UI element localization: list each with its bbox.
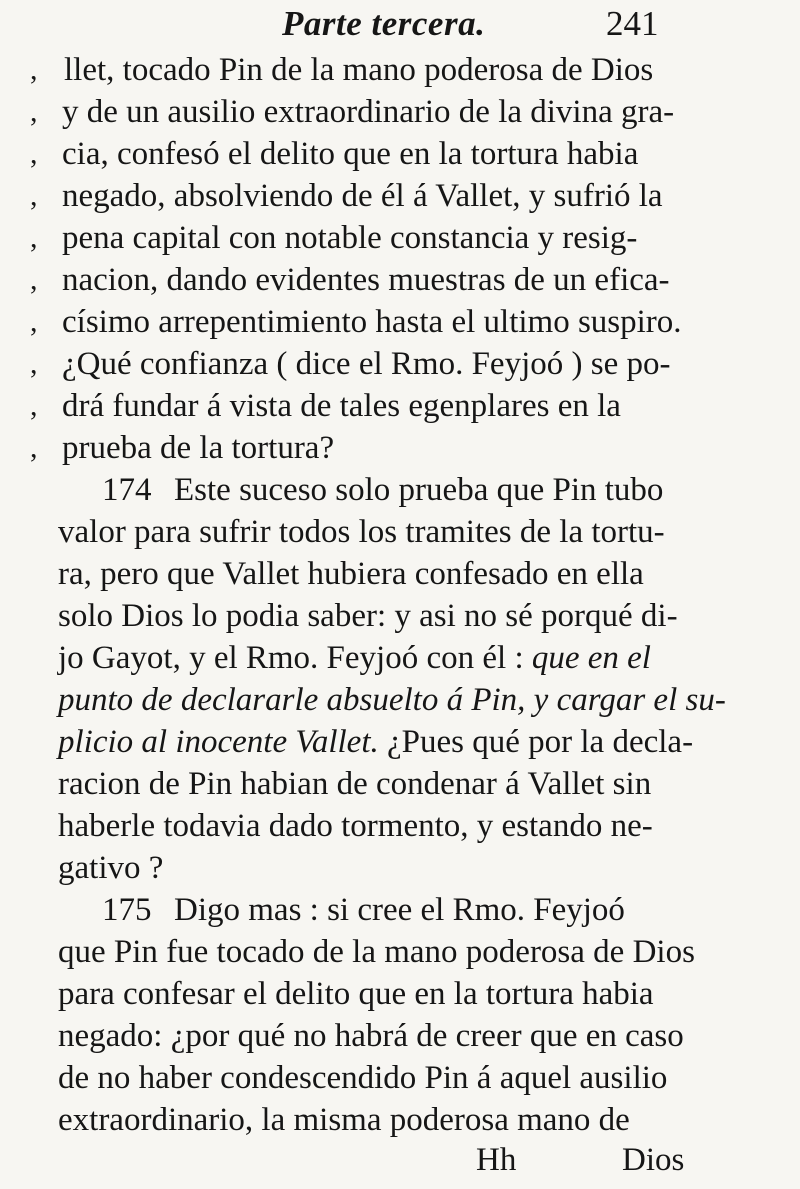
page-footer [0, 1140, 800, 1180]
italic-text: plicio al inocente Vallet. [58, 724, 379, 760]
quote-mark: , [30, 221, 38, 254]
text-line: racion de Pin habian de condenar á Vallet sin [58, 766, 652, 802]
text-line: de no haber condescendido Pin á aquel ausilio [58, 1060, 668, 1096]
text-line: gativo ? [58, 850, 164, 886]
text-line: jo Gayot, y el Rmo. Feyjoó con él : que en el [58, 640, 651, 676]
text-line: ra, pero que Vallet hubiera confesado en ella [58, 556, 644, 592]
text-line: haberle todavia dado tormento, y estando ne- [58, 808, 653, 844]
page-header [0, 0, 800, 46]
quote-mark: , [30, 389, 38, 422]
italic-line: punto de declararle absuelto á Pin, y cargar el su- [58, 682, 726, 718]
text-line: valor para sufrir todos los tramites de la tortu- [58, 514, 665, 550]
quote-mark: , [30, 53, 38, 86]
text-line: solo Dios lo podia saber: y asi no sé porqué di- [58, 598, 678, 634]
quote-mark: , [30, 95, 38, 128]
paragraph-number: 175 [102, 892, 152, 928]
quote-mark: , [30, 263, 38, 296]
text-line: extraordinario, la misma poderosa mano de [58, 1102, 630, 1138]
book-page: Parte tercera. 241 , llet, tocado Pin de la mano poderosa de Dios , y de un ausilio extraordinario de la divina gra- , cia, confesó el delito que en la tortura habia , negado, absolviendo de él á Vallet, y sufrió la , pena capital con notable constancia y resig- , nacion, dando evidentes muestras de un efica- , císimo arrepentimiento hasta el ultimo suspiro. , ¿Qué confianza ( dice el Rmo. Feyjoó ) se po- , drá fundar á vista de tales egenplares en la , prueba de la tortura? 174 Este suceso solo prueba que Pin tubo valor para sufrir todos los tramites de la tortu- ra, pero que Vallet hubiera confesado en ella solo Dios lo podia saber: y asi no sé porqué di- jo Gayot, y el Rmo. Feyjoó con él : que en el punto de declararle absuelto á Pin, y cargar el su- plicio al inocente Vallet. ¿Pues qué por la decla- racion de Pin habian de condenar á Vallet sin haberle todavia dado tormento, y estando ne- gativo ? 175 Digo mas : si cree el Rmo. Feyjoó que Pin fue tocado de la mano poderosa de Dios para confesar el delito que en la tortura habia negado: ¿por qué no habrá de creer que en caso de no haber condescendido Pin á aquel ausilio extraordinario, la misma poderosa mano de Hh Dios [0, 0, 800, 1189]
italic-text: que en el [531, 640, 651, 676]
text-line: negado: ¿por qué no habrá de creer que en caso [58, 1018, 684, 1054]
text-line: que Pin fue tocado de la mano poderosa de Dios [58, 934, 695, 970]
text-line: plicio al inocente Vallet. ¿Pues qué por la decla- [58, 724, 694, 760]
paragraph-number: 174 [102, 472, 152, 508]
catchword: Dios [622, 1142, 685, 1178]
quote-mark: , [30, 305, 38, 338]
quote-mark: , [30, 137, 38, 170]
running-title: Parte tercera. [282, 4, 486, 43]
quote-mark: , [30, 347, 38, 380]
signature-mark: Hh [476, 1142, 517, 1178]
quote-mark: , [30, 179, 38, 212]
quote-mark: , [30, 431, 38, 464]
text-line: para confesar el delito que en la tortura habia [58, 976, 654, 1012]
page-number: 241 [606, 4, 659, 43]
